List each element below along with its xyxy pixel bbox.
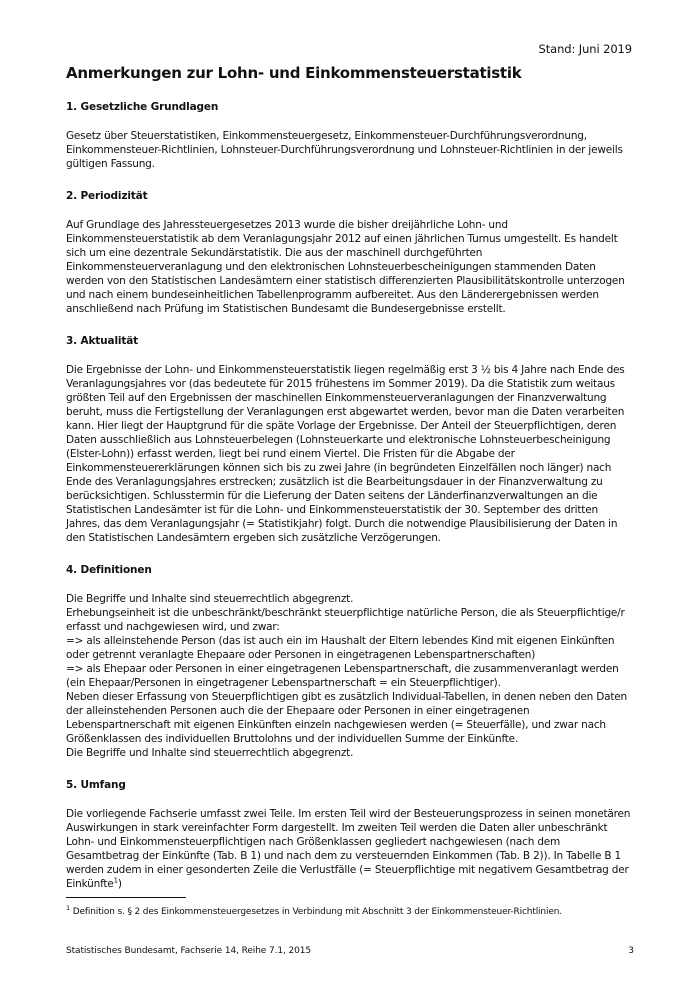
section-heading-timeliness: 3. Aktualität (66, 335, 139, 347)
footnote (66, 906, 634, 918)
footnote-text: Definition s. § 2 des Einkommensteuergesetzes in Verbindung mit Abschnitt 3 der Einkommensteuer-Richtlinien. (70, 907, 562, 917)
scope-text-end: ) (117, 878, 122, 890)
footer-source: Statistisches Bundesamt, Fachserie 14, Reihe 7.1, 2015 (66, 946, 312, 956)
section-text-definitions (66, 592, 634, 760)
section-text-scope (66, 807, 634, 891)
section-text-periodicity: Auf Grundlage des Jahressteuergesetzes 2013 wurde die bisher dreijährliche Lohn- und Einkommensteuerstatistik ab dem Veranlagungsjahr 2012 auf einen jährlichen Turnus umgestellt. Es handelt sich um eine dezentrale Sekundärstatistik. Die aus der maschinell durchgeführten Einkommensteuerveranlagung und den elektronischen Lohnsteuerbescheinigungen stammenden Daten werden von den Statistischen Landesämtern einer statistisch differenzierten Plausibilitätskontrolle unterzogen und nach einem bundeseinheitlichen Tabellenprogramm aufbereitet. Aus den Länderergebnissen werden anschließend nach Prüfung im Statistischen Bundesamt die Bundesergebnisse erstellt. (66, 219, 625, 315)
definitions-line: Die Begriffe und Inhalte sind steuerrechtlich abgegrenzt. (66, 747, 354, 759)
definitions-line: Erhebungseinheit ist die unbeschränkt/beschränkt steuerpflichtige natürliche Person, die als Steuerpflichtige/r erfasst und nachgewiesen wird, und zwar: (66, 607, 625, 633)
section-heading-periodicity: 2. Periodizität (66, 190, 148, 202)
footnote-reference[interactable]: 1 (113, 876, 118, 885)
definitions-line: Neben dieser Erfassung von Steuerpflichtigen gibt es zusätzlich Individual-Tabellen, in denen neben den Daten der alleinstehenden Personen auch die der Ehepaare oder Personen in einer eingetragenen Lebenspartnerschaft mit eigenen Einkünften einzeln nachgewiesen werden (= Steuerfälle), und zwar nach Größenklassen des individuellen Bruttolohns und der individuellen Summe der Einkünfte. (66, 691, 628, 745)
section-heading-legal-basis: 1. Gesetzliche Grundlagen (66, 101, 219, 113)
section-heading-scope: 5. Umfang (66, 779, 126, 791)
section-text-legal-basis: Gesetz über Steuerstatistiken, Einkommensteuergesetz, Einkommensteuer-Durchführungsverordnung, Einkommensteuer-Richtlinien, Lohnsteuer-Durchführungsverordnung und Lohnsteuer-Richtlinien in der jeweils gültigen Fassung. (66, 130, 623, 170)
definitions-line: Die Begriffe und Inhalte sind steuerrechtlich abgegrenzt. (66, 593, 354, 605)
footnote-divider (66, 897, 186, 898)
main-content (66, 62, 634, 909)
page-title: Anmerkungen zur Lohn- und Einkommensteuerstatistik (66, 64, 522, 82)
section-heading-definitions: 4. Definitionen (66, 564, 152, 576)
scope-text: Die vorliegende Fachserie umfasst zwei Teile. Im ersten Teil wird der Besteuerungsprozess in seinen monetären Auswirkungen in stark vereinfachter Form dargestellt. Im zweiten Teil werden die Daten aller unbeschränkt Lohn- und Einkommensteuerpflichtigen nach Größenklassen gegliedert nachgewiesen (nach dem Gesamtbetrag der Einkünfte (Tab. B 1) und nach dem zu versteuernden Einkommen (Tab. B 2)). In Tabelle B 1 werden zudem in einer gesonderten Zeile die Verlustfälle (= Steuerpflichtige mit negativem Gesamtbetrag der Einkünfte (66, 808, 631, 890)
definitions-line: => als Ehepaar oder Personen in einer eingetragenen Lebenspartnerschaft, die zusammenveranlagt werden (ein Ehepaar/Personen in eingetragener Lebenspartnerschaft = ein Steuerpflichtiger). (66, 663, 619, 689)
page-number: 3 (628, 946, 634, 956)
definitions-line: => als alleinstehende Person (das ist auch ein im Haushalt der Eltern lebendes Kind mit eigenen Einkünften oder getrennt veranlagte Ehepaare oder Personen in eingetragenen Lebenspartnerschaften) (66, 635, 615, 661)
section-text-timeliness: Die Ergebnisse der Lohn- und Einkommensteuerstatistik liegen regelmäßig erst 3 ½ bis 4 Jahre nach Ende des Veranlagungsjahres vor (das bedeutete für 2015 frühestens im Sommer 2019). Da die Statistik zum weitaus größten Teil auf den Ergebnissen der maschinellen Einkommensteuerveranlagungen der Finanzverwaltung beruht, muss die Fertigstellung der Veranlagungen erst abgewartet werden, bevor man die Daten verarbeiten kann. Hier liegt der Hauptgrund für die späte Vorlage der Ergebnisse. Der Anteil der Steuerpflichtigen, deren Daten ausschließlich aus Lohnsteuerbelegen (Lohnsteuerkarte und elektronische Lohnsteuerbescheinigung (Elster-Lohn)) erfasst werden, liegt bei rund einem Viertel. Die Fristen für die Abgabe der Einkommensteuererklärungen können sich bis zu zwei Jahre (in begründeten Einzelfällen noch länger) nach Ende des Veranlagungsjahres erstrecken; zusätzlich ist die Bearbeitungsdauer in der Finanzverwaltung zu berücksichtigen. Schlusstermin für die Lieferung der Daten seitens der Länderfinanzverwaltungen an die Statistischen Landesämter ist für die Lohn- und Einkommensteuerstatistik der 30. September des dritten Jahres, das dem Veranlagungsjahr (= Statistikjahr) folgt. Durch die notwendige Plausibilisierung der Daten in den Statistischen Landesämtern ergeben sich zusätzliche Verzögerungen. (66, 364, 625, 544)
status-date: Stand: Juni 2019 (538, 42, 632, 56)
footnote-mark: 1 (66, 904, 70, 912)
